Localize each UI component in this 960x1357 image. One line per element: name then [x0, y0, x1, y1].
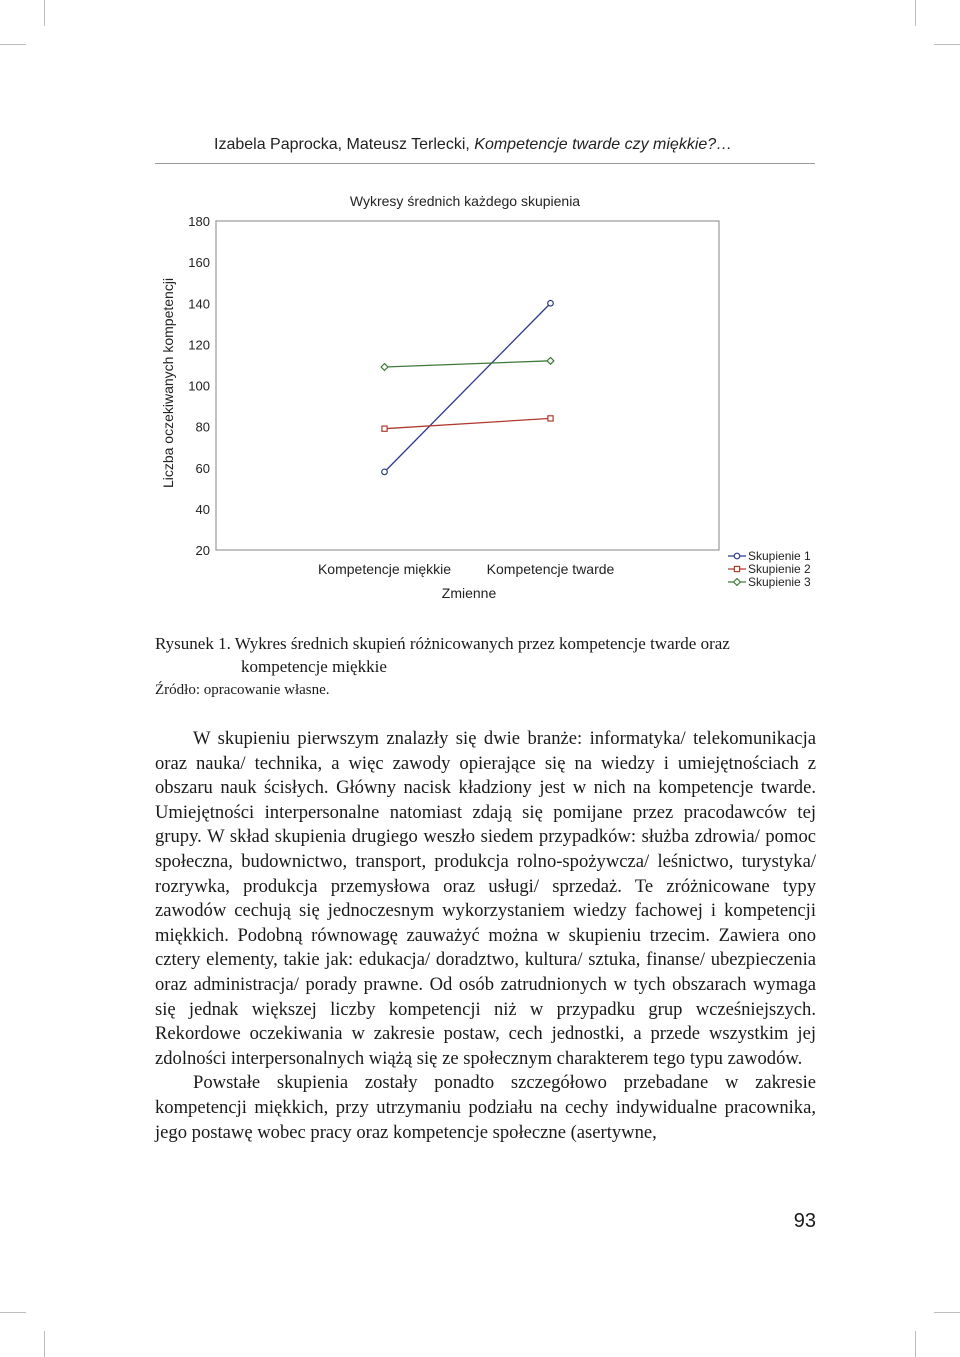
legend-entry [728, 575, 811, 589]
series-2 [382, 416, 553, 431]
data-point [547, 357, 554, 364]
data-point [548, 300, 554, 306]
y-tick-label: 140 [188, 296, 210, 312]
data-point [734, 566, 739, 571]
body-text [155, 727, 816, 1145]
crop-mark [934, 44, 960, 45]
plot-frame [216, 221, 719, 550]
legend-label: Skupienie 2 [748, 562, 811, 576]
data-point [734, 553, 740, 559]
crop-mark [915, 1331, 916, 1357]
caption-line2: kompetencje miękkie [241, 657, 387, 676]
y-tick-label: 160 [188, 255, 210, 271]
data-point [382, 426, 387, 431]
paragraph: W skupieniu pierwszym znalazły się dwie branże: informatyka/ telekomunikacja oraz nauka/ technika, a więc zawody opierające się na wiedzy i umiejętnościach z obszaru nauk ścisłych. Główny nacisk kładziony jest w nich na kompetencje twarde. Umiejętności interpersonalne natomiast zdają się pomijane przez pracodawców tej grupy. W skład skupienia drugiego weszło siedem przypadków: służba zdrowia/ pomoc społeczna, budownictwo, transport, produkcja rolno-spożywcza/ leśnictwo, turystyka/ rozrywka, produkcja przemysłowa oraz usługi/ sprzedaż. Te zróżnicowane typy zawodów cechują się jednoczesnym wykorzystaniem wiedzy fachowej i kompetencji miękkich. Podobną równowagę zauważyć można w skupieniu trzecim. Zawiera ono cztery elementy, takie jak: edukacja/ doradztwo, kultura/ sztuka, finanse/ ubezpieczenia oraz administracja/ porady prawne. Od osób zatrudnionych w tych obszarach wymaga się jednak większej liczby kompetencji niż w przypadku grup wcześniejszych. Rekordowe oczekiwania w zakresie postaw, cech jednostki, a przede wszystkim jej zdolności interpersonalnych wiążą się ze społecznym charakterem tego typu zawodów. [155, 728, 816, 1069]
paragraph: Powstałe skupienia zostały ponadto szczegółowo przebadane w zakresie kompetencji miękkich, przy utrzymaniu podziału na cechy indywidualne pracownika, jego postawę wobec pracy oraz kompetencje społeczne (asertywne, [155, 1072, 816, 1143]
series-3 [381, 357, 554, 370]
header-rule [155, 163, 815, 164]
y-tick-labels [188, 214, 210, 558]
crop-mark [44, 1331, 45, 1357]
legend [728, 549, 811, 589]
y-tick-label: 180 [188, 214, 210, 229]
x-tick-label: Kompetencje miękkie [317, 561, 452, 577]
series-1 [382, 300, 554, 474]
running-head [214, 136, 814, 154]
chart-title: Wykresy średnich każdego skupienia [349, 193, 581, 209]
crop-mark [44, 0, 45, 26]
y-tick-label: 80 [195, 419, 210, 435]
legend-entry [728, 549, 811, 563]
series-line [385, 303, 551, 472]
crop-mark [934, 1312, 960, 1313]
x-tick-label: Kompetencje twarde [486, 561, 615, 577]
data-point [734, 579, 741, 586]
x-tick-labels [318, 561, 615, 577]
x-axis-label: Zmienne [441, 585, 497, 601]
y-tick-label: 40 [195, 501, 210, 517]
y-tick-label: 20 [195, 543, 210, 558]
series-lines [381, 300, 554, 474]
series-line [385, 361, 551, 367]
legend-label: Skupienie 3 [748, 575, 811, 589]
crop-mark [0, 44, 26, 45]
data-point [381, 364, 388, 371]
data-point [382, 469, 388, 475]
y-tick-label: 60 [195, 460, 210, 476]
y-axis-label: Liczba oczekiwanych kompetencji [160, 277, 176, 489]
data-point [548, 416, 553, 421]
caption-line1: Wykres średnich skupień różnicowanych przez kompetencje twarde oraz [230, 634, 730, 653]
figure-source: Źródło: opracowanie własne. [155, 682, 330, 698]
page-number: 93 [793, 1210, 816, 1232]
y-tick-label: 120 [188, 337, 210, 353]
crop-mark [915, 0, 916, 26]
line-chart [150, 180, 830, 610]
legend-label: Skupienie 1 [748, 549, 811, 563]
crop-mark [0, 1312, 26, 1313]
running-head-authors: Izabela Paprocka, Mateusz Terlecki, [214, 136, 475, 153]
caption-label: Rysunek 1. [155, 634, 231, 653]
running-head-title: Kompetencje twarde czy miękkie?… [474, 136, 733, 153]
series-line [385, 418, 551, 428]
figure-caption [155, 632, 815, 678]
y-tick-label: 100 [188, 378, 210, 394]
legend-entry [728, 562, 811, 576]
